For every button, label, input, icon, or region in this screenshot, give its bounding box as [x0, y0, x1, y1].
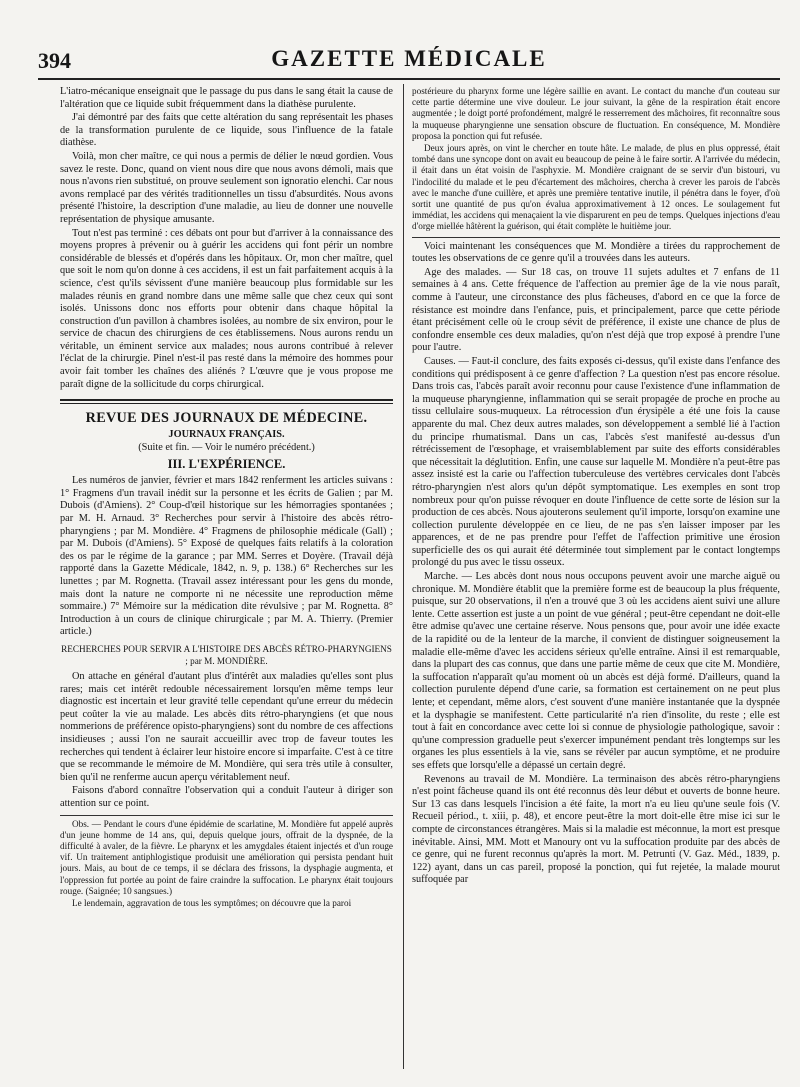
- continuation-note: (Suite et fin. — Voir le numéro précédent.): [138, 442, 315, 454]
- paragraph: Causes. — Faut-il conclure, des faits exposés ci-dessus, qu'il existe dans l'enfance des conditions qui prédisposent à ce genre d'affection ? La question n'est pas encore résolue. Dans trois cas, l'abcès paraît avoir reconnu pour cause l'existence d'une inflammation de la muqueuse pharyngienne, inflammation qui se serait propagée de proche en proche au tissu cellulaire sous-muqueux. La rétrocession d'un érysipèle a été une fois la cause apparente du mal. Chez deux autres malades, son développement a semblé lié à l'action du principe rhumatismal. Dans un cas, l'abcès s'est manifesté au-dessus d'un rétrécissement de l'œsophage, et vraisemblablement par suite des efforts considérables que nécessitait la déglutition. Enfin, une cause sur laquelle M. Mondière n'a peut-être pas assez insisté est la carie ou l'affection tuberculeuse des vertèbres cervicales dont l'abcès rétro-pharyngien n'est alors qu'un dépôt symptomatique. Les exemples en sont trop nombreux pour qu'on puisse révoquer en doute l'influence de cette sorte de lésion sur la production de ces abcès. Nous ajouterons seulement qu'il importe, lorsqu'on examine une collection purulente développée en ce lieu, de ne pas s'en laisser imposer par les apparences, et de ne pas prendre pour l'effet de l'affection primitive une érosion superficielle des os qui aurait été déterminée tout simplement par le contact longtemps prolongé du pus avec le tissu osseux.: [412, 355, 780, 569]
- section-title: REVUE DES JOURNAUX DE MÉDECINE.: [85, 410, 368, 427]
- header-rule: [38, 78, 780, 80]
- section-separator: [60, 399, 393, 404]
- page-number: 394: [38, 48, 71, 73]
- paragraph: L'iatro-mécanique enseignait que le passage du pus dans le sang était la cause de l'altération que ce liquide subit fréquemment dans la diathèse purulente.: [60, 86, 393, 110]
- paragraph: Les numéros de janvier, février et mars 1842 renferment les articles suivans : 1° Fragmens d'un travail inédit sur la personne et les écrits de Galien ; par M. Dubois (d'Amiens). 2° Coup-d'œil historique sur les hémorragies spontanées ; par M. H. Arnaud. 3° Recherches pour servir à l'histoire des abcès rétro-pharyngiens ; par M. Mondière. 4° Fragmens de philosophie médicale (Gall) ; par M. Dubois (d'Amiens). 5° Exposé de quelques faits relatifs à la coloration des os par le régime de la garance ; par MM. Serres et Doyère. (Travail déjà rapporté dans la Gazette Médicale, 1842, n. 9, p. 138.) 6° Recherches sur les lunettes ; par M. Rognetta. (Travail assez intéressant pour les gens du monde, mais dont la nature ne comporte ni ne nécessite une reproduction même sommaire.) 7° Mémoire sur la médication dite révulsive ; par M. Rognetta. 8° Introduction à un cours de clinique chirurgicale ; par M. A. Thierry. (Premier article.): [60, 475, 393, 638]
- paragraph: Revenons au travail de M. Mondière. La terminaison des abcès rétro-pharyngiens n'est point fâcheuse quand ils ont été reconnus dès leur début et ouverts de bonne heure. Sur 13 cas dans lesquels l'incision a été faite, la mort n'a eu lieu qu'une seule fois (V. Recueil périod., t. xiii, p. 48), et encore peut-être la mort doit-elle être mise ici sur le compte de circonstances étrangères. Mais si la maladie est méconnue, la mort est presque inévitable. Ainsi, MM. Mott et Manoury ont vu la suffocation produite par des abcès de ce genre, qui ne furent reconnus qu'après la mort. M. Petrunti (V. Gaz. Méd., 1839, p. 122) ayant, dans un cas pareil, proposé la ponction, qui fut rejetée, la malade mourut suffoquée par: [412, 773, 780, 886]
- paragraph: Voilà, mon cher maître, ce qui nous a permis de délier le nœud gordien. Vous savez le reste. Donc, quand on vient nous dire que nous avons démoli, mais que nous n'avons rien substitué, on prouve seulement son ignoratio elenchi. Car nous avons remplacé par des vérités traditionnelles un tissu d'absurdités. Nous avons présenté l'histoire, la description d'une maladie, au lieu de donner une nouvelle représentation de physique amusante.: [60, 150, 393, 225]
- journal-title: GAZETTE MÉDICALE: [271, 46, 547, 71]
- section-subtitle: JOURNAUX FRANÇAIS.: [168, 429, 285, 441]
- paragraph: Voici maintenant les conséquences que M. Mondière a tirées du rapprochement de toutes les observations de ce genre qu'il a trouvées dans les auteurs.: [412, 240, 780, 265]
- paragraph: J'ai démontré par des faits que cette altération du sang représentait les phases de la transformation purulente de ce liquide, sous l'influence de la fatale diathèse.: [60, 112, 393, 149]
- page-header: [38, 44, 780, 78]
- observation-end-rule: [412, 237, 780, 238]
- observation-text: Le lendemain, aggravation de tous les symptômes; on découvre que la paroi: [72, 897, 352, 908]
- paragraph: On attache en général d'autant plus d'intérêt aux maladies qu'elles sont plus rares; mais cet intérêt redouble nécessairement lorsqu'en même temps leur diagnostic est incertain et leur gravité telle cependant qu'une erreur du médecin peut coûter la vie au malade. Les abcès dits rétro-pharyngiens (et que nous nommerions de préférence opisto-pharyngiens) sont du nombre de ces affections insidieuses ; aussi l'on ne saurait accueillir avec trop de faveur toutes les recherches qui tendent à éclairer leur histoire encore si imparfaite. C'est à ce titre que se recommande le mémoire de M. Mondière, qui sera très utile à consulter, bien qu'il ne renferme aucun aperçu véritablement neuf.: [60, 670, 393, 783]
- paragraph: Marche. — Les abcès dont nous nous occupons peuvent avoir une marche aiguë ou chronique. M. Mondière établit que la première forme est de beaucoup la plus fréquente, puisque, sur 20 observations, il n'en a trouvé que 3 où les accidens aient suivi une allure lente. Cette assertion est juste a un point de vue général ; peut-être cependant ne doit-elle être admise qu'avec une certaine réserve. Nous pensons que, pour avoir une idée exacte de la rapidité ou de la lenteur de la marche, il convient de distinguer soigneusement la maladie elle-même d'avec les accidens sérieux qu'elle entraîne. Ainsi il est remarquable, dans la plupart des cas connus, que dans une partie même de ceux que cite M. Mondière, la suffocation n'apparaît qu'au moment où un abcès est déjà formé. D'ailleurs, quand la collection purulente dépend d'une carie, sa formation est certainement on ne peut plus lente; et cependant, même alors, c'est souvent d'une manière instantanée que la dyspnée et la dysphagie se manifestent. Cette particularité n'a rien d'insolite, du reste ; elle est tout à fait en concordance avec cette loi si connue de physiologie pathologique, savoir : qu'une compression graduelle peut s'exercer impunément pendant très longtemps sur les organes les plus essentiels à la vie, sans se révéler par aucun symptôme, et ne produire ses effets que lorsqu'elle a dépassé un certain degré.: [412, 571, 780, 771]
- paragraph: Tout n'est pas terminé : ces débats ont pour but d'arriver à la connaissance des moyens propres à prévenir ou à guérir les accidens qui font périr un nombre considérable de blessés et d'opérés dans les hôpitaux. Or, mon cher maître, quel que soit le nom qu'on donne à ces accidens, il est un fait parfaitement acquis à la science, c'est qu'ils sévissent d'une manière beaucoup plus formidable sur les malades réunis en grand nombre dans une même salle que chez ceux qui sont isolés. Unissons donc nos efforts pour obtenir dans chaque hôpital la construction d'un pavillon à chambres isolées, au nombre de six environ, pour le service de chacun des chirurgiens de ces établissemens. Nous aurons rendu un véritable, un éminent service aux malades; nous aurons contribué à relever l'éclat de la chirurgie. Pinel n'est-il pas resté dans la mémoire des hommes pour avoir fait tomber les chaînes des aliénés ? L'œuvre que je vous propose me paraît digne de la sollicitude du corps chirurgical.: [60, 227, 393, 390]
- paragraph: Faisons d'abord connaître l'observation qui a conduit l'auteur à diriger son attention sur ce point.: [60, 785, 393, 809]
- left-column: [60, 86, 393, 1076]
- observation-rule: [60, 815, 393, 816]
- right-column: [412, 86, 780, 1076]
- paragraph: Age des malades. — Sur 18 cas, on trouve 11 sujets adultes et 7 enfans de 11 semaines à 4 ans. Cette fréquence de l'affection au premier âge de la vie nous paraît, comme à l'auteur, une circonstance des plus fâcheuses, d'abord en ce que la force de résistance est moindre dans l'enfance, puis, et principalement, parce que cette période étant précisément celle où le croup sévit de préférence, il existe une chance de plus de confondre ensemble ces deux maladies, qu'on n'est déjà que trop exposé à prendre l'une pour l'autre.: [412, 266, 780, 354]
- article-title: RECHERCHES POUR SERVIR A L'HISTOIRE DES ABCÈS RÉTRO-PHARYNGIENS ; par M. MONDIÈRE.: [61, 643, 392, 666]
- observation-text: postérieure du pharynx forme une légère saillie en avant. Le contact du manche d'un couteau sur cette partie détermine une vive douleur. Le jour suivant, la gêne de la respiration était encore augmentée ; le doigt porté profondément, malgré le resserrement des mâchoires, fit reconnaître sous la muqueuse pharyngienne une sensation obscure de fluctuation. En conséquence, M. Mondière proposa la ponction qui fut refusée.: [412, 86, 780, 141]
- column-divider: [403, 84, 404, 1069]
- observation-text: Obs. — Pendant le cours d'une épidémie de scarlatine, M. Mondière fut appelé auprès d'un jeune homme de 14 ans, qui, depuis quelque jours, offrait de la dyspnée, de la difficulté à avaler, de la fièvre. Le pharynx et les amygdales étaient injectés et d'un rouge vif. Un traitement antiphlogistique produisit une amélioration qui persista pendant huit jours. Mais, au bout de ce temps, il se déclara des frissons, la dysphagie augmenta, et l'oppression fut portée au point de faire craindre la suffocation. Le pharynx était toujours rouge. (Saignée; 10 sangsues.): [60, 818, 393, 896]
- observation-text: Deux jours après, on vint le chercher en toute hâte. Le malade, de plus en plus oppressé, était tombé dans une syncope dont on avait eu beaucoup de peine à le faire sortir. A l'arrivée du médecin, il était dans un état voisin de l'asphyxie. M. Mondière craignant de se servir d'un bistouri, vu l'indocilité du malade et le peu d'écartement des mâchoires, chercha à crever les parois de l'abcès avec le manche d'une cuillère, et après une première tentative inutile, il pénétra dans le foyer, d'où sortit une quantité de pus qu'on évalua approximativement à 12 onces. Le soulagement fut immédiat, les accidens qui menaçaient la vie disparurent en peu de temps. Quelques injections d'eau d'orge miellée hâtèrent la guérison, qui était complète le huitième jour.: [412, 143, 780, 232]
- section-heading: III. L'EXPÉRIENCE.: [167, 457, 286, 472]
